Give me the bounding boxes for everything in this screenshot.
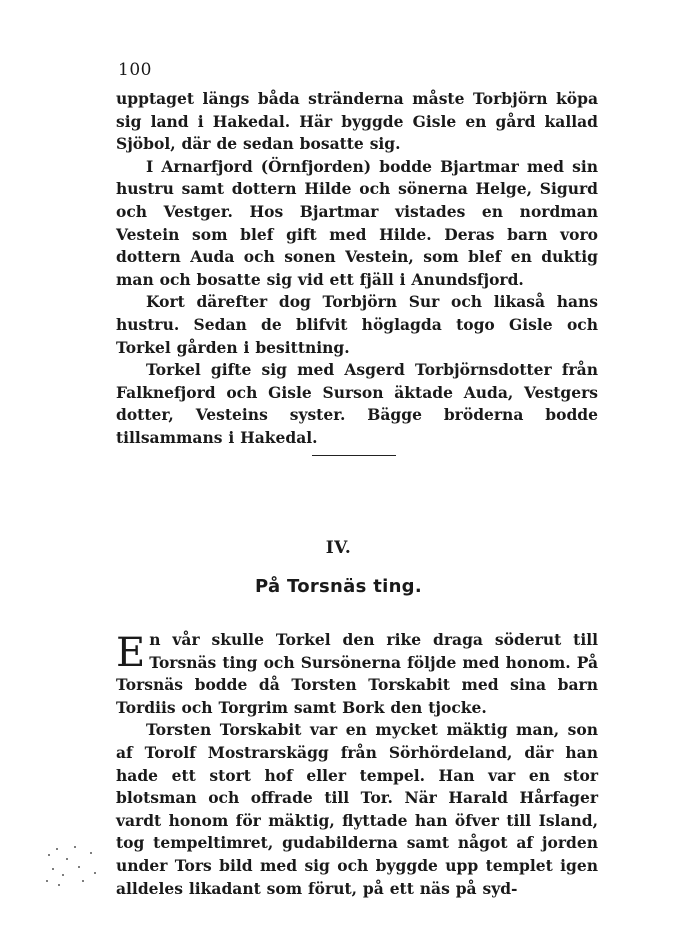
paragraph-3: Kort därefter dog Torbjörn Sur och likaså hans hustru. Sedan de blifvit höglagda togo Gisle och Torkel gården i besittning. — [116, 292, 598, 357]
chapter-text-section — [116, 629, 598, 900]
paragraph-4: Torkel gifte sig med Asgerd Torbjörnsdotter från Falknefjord och Gisle Surson äktade Auda, Vestgers dotter, Vesteins syster. Bägge bröderna bodde tillsammans i Hakedal. — [116, 360, 598, 447]
page-number: 100 — [118, 60, 152, 80]
paragraph-1: upptaget längs båda stränderna måste Torbjörn köpa sig land i Hakedal. Här byggde Gisle en gård kallad Sjöbol, där de sedan bosatte sig. — [116, 89, 598, 154]
section-divider — [312, 455, 396, 456]
chapter-paragraph-1-text: n vår skulle Torkel den rike draga söderut till Torsnäs ting och Sursönerna följde med honom. På Torsnäs bodde då Torsten Torskabit med sina barn Tordiis och Torgrim samt Bork den tjocke. — [116, 630, 598, 717]
drop-cap: E — [116, 630, 146, 676]
chapter-number: IV. — [325, 538, 352, 558]
chapter-title: På Torsnäs ting. — [254, 576, 423, 597]
chapter-paragraph-2: Torsten Torskabit var en mycket mäktig man, son af Torolf Mostrarskägg från Sörhördeland, där han hade ett stort hof eller tempel. Han var en stor blotsman och offrade till Tor. När Harald Hårfager vardt honom för mäktig, flyttade han öfver till Island, tog tempeltimret, gudabilderna samt något af jorden under Tors bild med sig och byggde upp templet igen alldeles likadant som förut, på ett näs på syd- — [116, 720, 598, 898]
top-text-section — [116, 88, 598, 450]
chapter-paragraph-1 — [116, 629, 598, 719]
scan-speckles — [44, 844, 104, 894]
paragraph-2: I Arnarfjord (Örnfjorden) bodde Bjartmar med sin hustru samt dottern Hilde och sönerna Helge, Sigurd och Vestger. Hos Bjartmar vistades en nordman Vestein som blef gift med Hilde. Deras barn voro dottern Auda och sonen Vestein, som blef en duktig man och bosatte sig vid ett fjäll i Anundsfjord. — [116, 156, 598, 289]
